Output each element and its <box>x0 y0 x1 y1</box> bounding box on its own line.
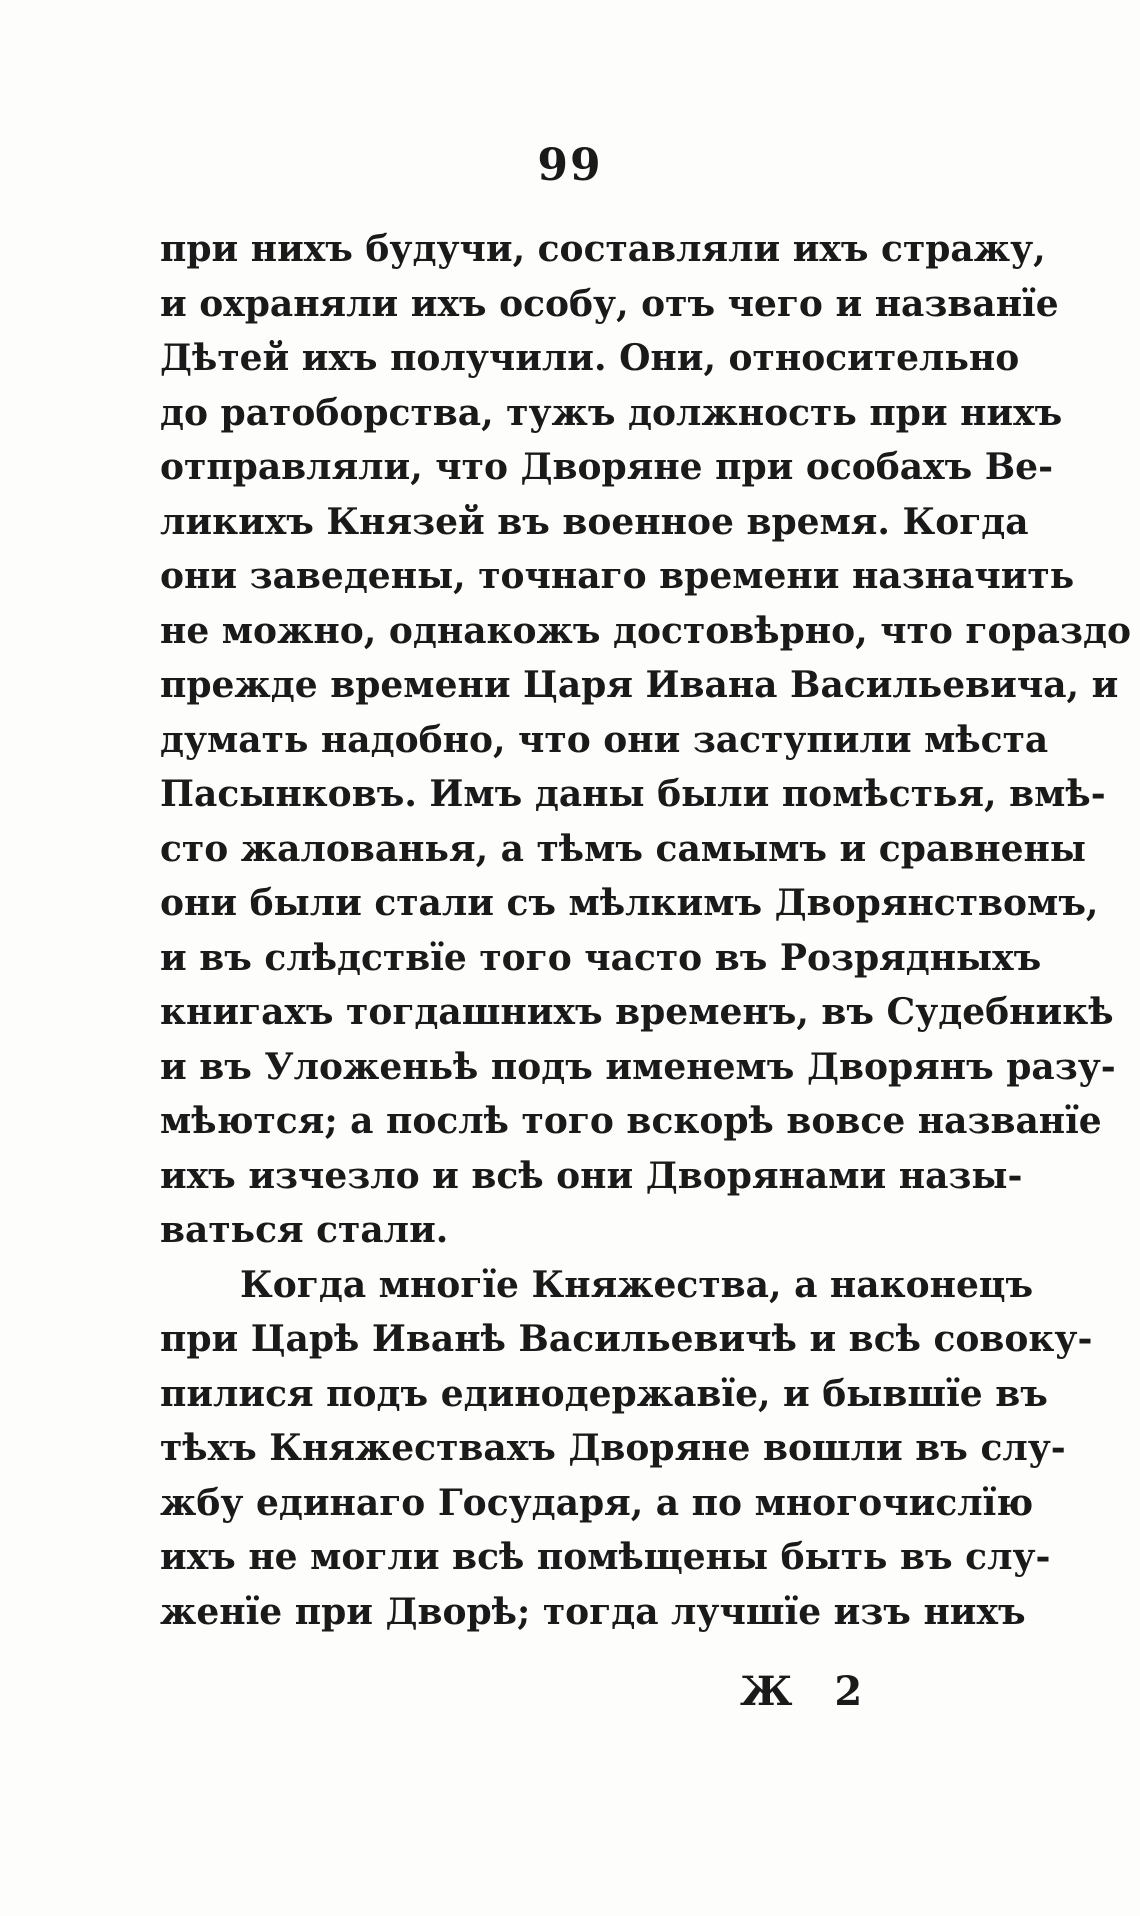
text-line: Пасынковъ. Имъ даны были помѣстья, вмѣ- <box>160 773 1106 815</box>
text-line: Дѣтей ихъ получили. Они, относительно <box>160 337 1020 379</box>
signature-mark: Ж 2 <box>740 1668 877 1715</box>
text-line: мѣются; а послѣ того вскорѣ вовсе названїе <box>160 1100 1102 1142</box>
text-line: пилися подъ единодержавїе, и бывшїе въ <box>160 1372 1048 1415</box>
text-line: женїе при Дворѣ; тогда лучшїе изъ нихъ <box>160 1590 1026 1633</box>
text-line: не можно, однакожъ достовѣрно, что гораздо <box>160 609 1131 652</box>
text-line: ликихъ Князей въ военное время. Когда <box>160 500 1029 543</box>
text-line: и охраняли ихъ особу, отъ чего и названїе <box>160 282 1059 325</box>
text-line: ихъ не могли всѣ помѣщены быть въ слу- <box>160 1536 1051 1578</box>
text-line: и въ слѣдствїе того часто въ Розрядныхъ <box>160 936 1042 979</box>
paragraph-start-line: Когда многїе Княжества, а наконецъ <box>240 1263 1034 1306</box>
text-line: при Царѣ Иванѣ Васильевичѣ и всѣ совоку- <box>160 1318 1093 1360</box>
text-line: они заведены, точнаго времени назначить <box>160 555 1075 597</box>
text-line: тѣхъ Княжествахъ Дворяне вошли въ слу- <box>160 1427 1066 1469</box>
text-line: сто жалованья, а тѣмъ самымъ и сравнены <box>160 827 1086 870</box>
body-text <box>160 222 1131 1639</box>
text-line: ихъ изчезло и всѣ они Дворянами назы- <box>160 1154 1023 1197</box>
text-line: прежде времени Царя Ивана Васильевича, и <box>160 664 1119 706</box>
text-line: думать надобно, что они заступили мѣста <box>160 718 1049 761</box>
text-line: отправляли, что Дворяне при особахъ Ве- <box>160 446 1054 488</box>
text-line: ваться стали. <box>160 1209 449 1251</box>
text-line: книгахъ тогдашнихъ временъ, въ Судебникѣ <box>160 991 1114 1033</box>
text-line: и въ Уложеньѣ подъ именемъ Дворянъ разу- <box>160 1045 1116 1088</box>
text-line: жбу единаго Государя, а по многочислїю <box>160 1481 1034 1524</box>
page-number: 99 <box>537 140 603 191</box>
text-line: при нихъ будучи, составляли ихъ стражу, <box>160 228 1046 270</box>
text-line: они были стали съ мѣлкимъ Дворянствомъ, <box>160 882 1099 924</box>
text-line: до ратоборства, тужъ должность при нихъ <box>160 391 1063 434</box>
